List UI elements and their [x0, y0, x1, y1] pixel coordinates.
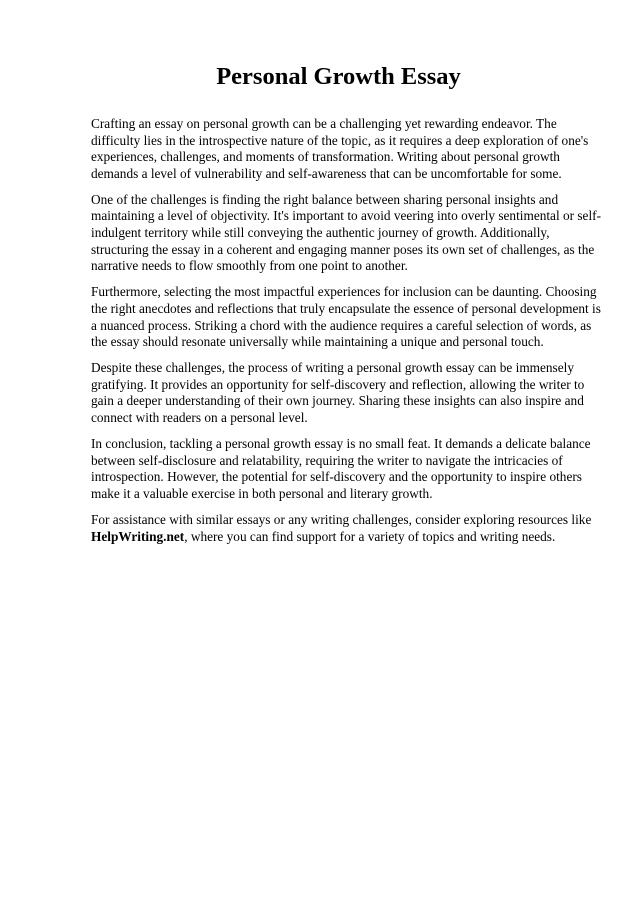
closing-paragraph: [91, 512, 601, 545]
paragraph-2: One of the challenges is finding the right balance between sharing personal insights and maintaining a level of objectivity. It's important to avoid veering into overly sentimental or self-indulgent territory while still conveying the authentic journey of growth. Additionally, structuring the essay in a coherent and engaging manner poses its own set of challenges, as the narrative needs to flow smoothly from one point to another.: [91, 191, 602, 274]
brand-name: HelpWriting.net: [91, 528, 185, 544]
closing-text-after: , where you can find support for a variety of topics and writing needs.: [184, 528, 556, 544]
paragraph-4: Despite these challenges, the process of writing a personal growth essay can be immensely gratifying. It provides an opportunity for self-discovery and reflection, allowing the writer to gain a deeper understanding of their own journey. Sharing these insights can also inspire and connect with readers on a personal level.: [91, 360, 585, 425]
paragraph-1: Crafting an essay on personal growth can be a challenging yet rewarding endeavor. The difficulty lies in the introspective nature of the topic, as it requires a deep exploration of one's experiences, challenges, and moments of transformation. Writing about personal growth demands a level of vulnerability and self-awareness that can be uncomfortable for some.: [91, 116, 589, 181]
page-title: Personal Growth Essay: [216, 63, 461, 90]
paragraph-5: In conclusion, tackling a personal growth essay is no small feat. It demands a delicate balance between self-disclosure and relatability, requiring the writer to navigate the intricacies of introspection. However, the potential for self-discovery and the opportunity to inspire others make it a valuable exercise in both personal and literary growth.: [91, 436, 591, 501]
paragraph-3: Furthermore, selecting the most impactful experiences for inclusion can be daunting. Choosing the right anecdotes and reflections that truly encapsulate the essence of personal development is a nuanced process. Striking a chord with the audience requires a careful selection of words, as the essay should resonate universally while maintaining a unique and personal touch.: [91, 284, 601, 350]
closing-text-before: For assistance with similar essays or any writing challenges, consider exploring resources like: [91, 511, 592, 527]
